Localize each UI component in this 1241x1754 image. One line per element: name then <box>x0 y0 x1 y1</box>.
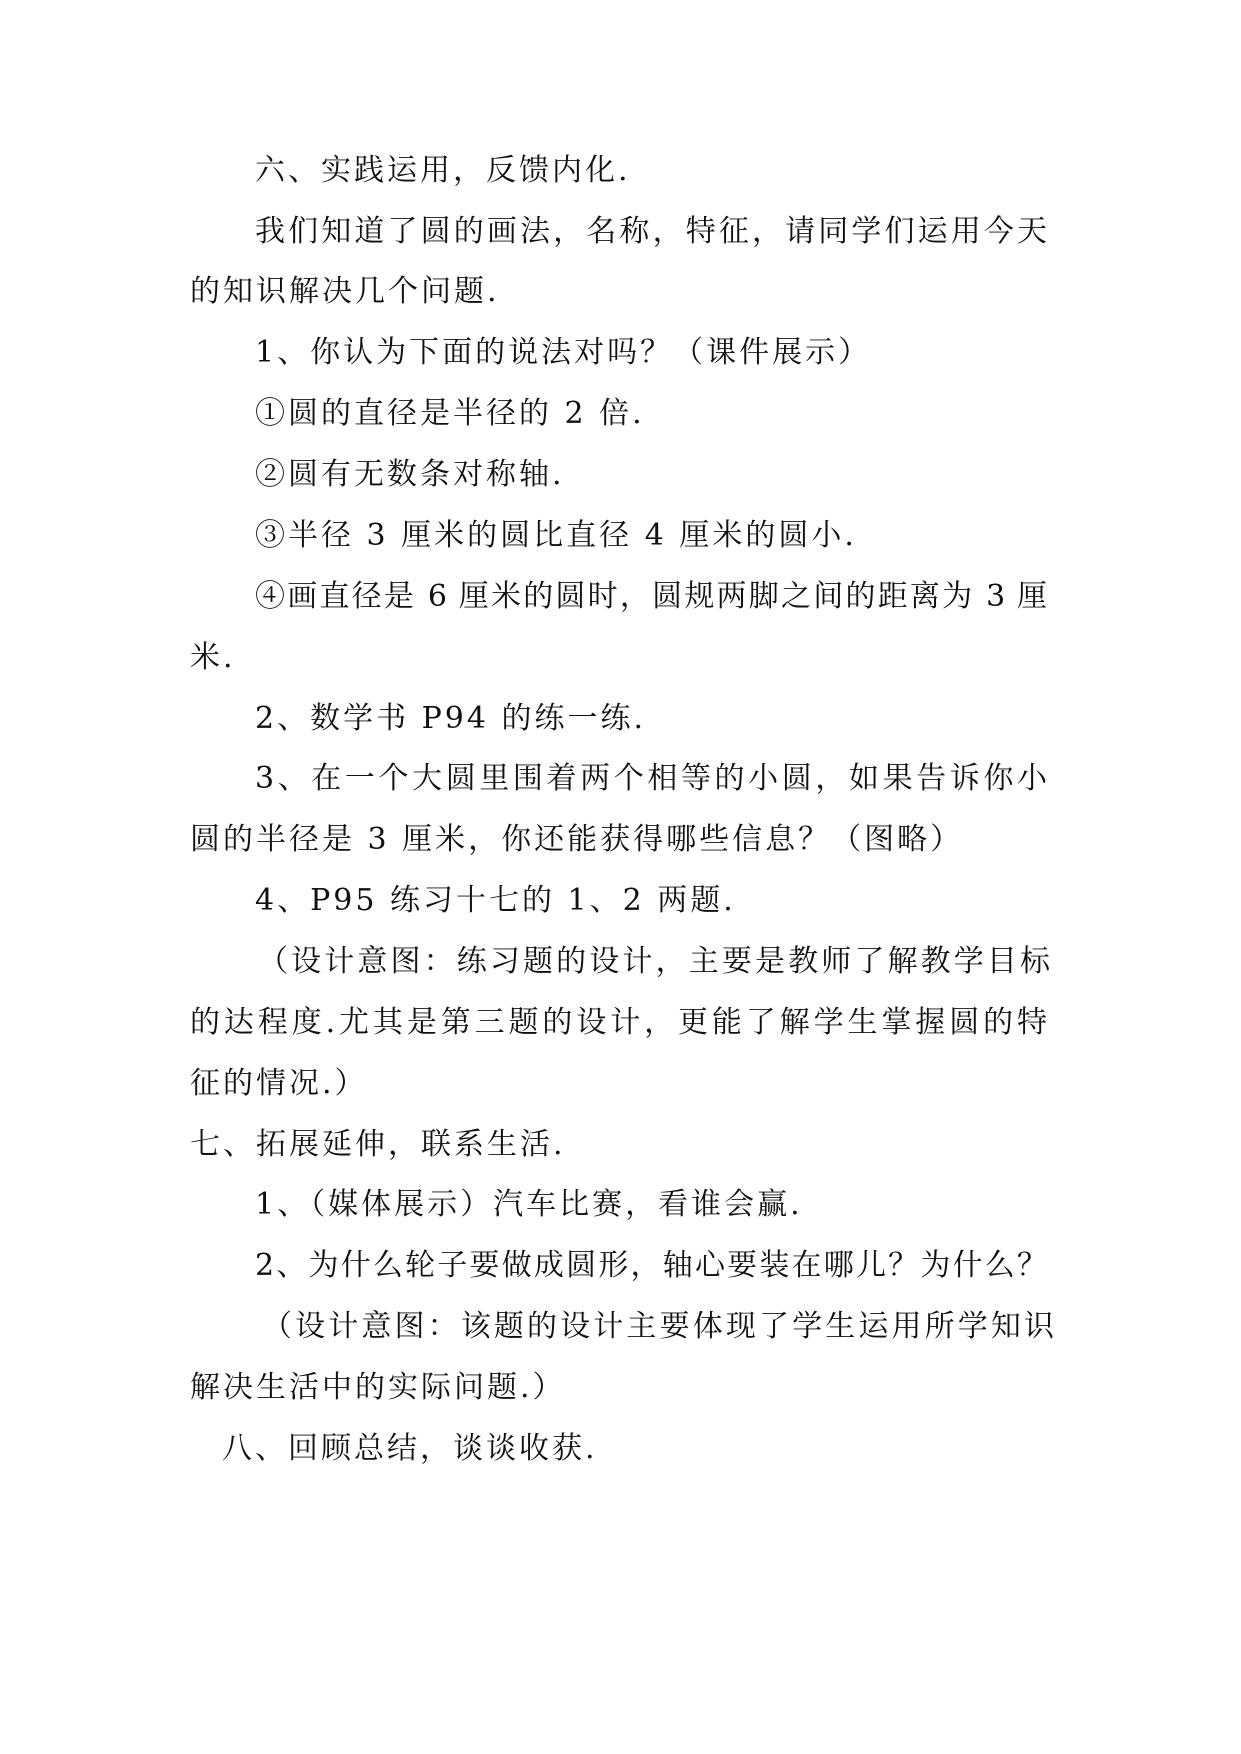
question-item: 4、P95 练习十七的 1、2 两题. <box>255 883 736 918</box>
design-note-line: 征的情况.） <box>190 1066 368 1101</box>
design-note: （设计意图：该题的设计主要体现了学生运用所学知识 <box>262 1309 1054 1344</box>
statement-item: ③半径 3 厘米的圆比直径 4 厘米的圆小. <box>255 518 857 553</box>
statement-item: ①圆的直径是半径的 2 倍. <box>255 396 645 431</box>
section-heading-seven: 七、拓展延伸，联系生活. <box>190 1127 566 1162</box>
design-note-line: 解决生活中的实际问题.） <box>190 1370 566 1405</box>
question-item: 3、在一个大圆里围着两个相等的小圆，如果告诉你小 <box>255 761 1047 796</box>
statement-item: ②圆有无数条对称轴. <box>255 457 565 492</box>
section-heading-six: 六、实践运用，反馈内化. <box>255 153 631 188</box>
paragraph-line: 圆的半径是 3 厘米，你还能获得哪些信息？（图略） <box>190 822 964 857</box>
question-item: 1、你认为下面的说法对吗？（课件展示） <box>255 335 872 370</box>
statement-item: ④画直径是 6 厘米的圆时，圆规两脚之间的距离为 3 厘 <box>255 579 1047 614</box>
question-item: 2、为什么轮子要做成圆形，轴心要装在哪儿？为什么？ <box>255 1248 1047 1283</box>
design-note: （设计意图：练习题的设计，主要是教师了解教学目标 <box>258 944 1050 979</box>
design-note-line: 的达程度.尤其是第三题的设计，更能了解学生掌握圆的特 <box>190 1005 1047 1040</box>
paragraph-line: 的知识解决几个问题. <box>190 274 500 309</box>
section-heading-eight: 八、回顾总结，谈谈收获. <box>222 1431 598 1466</box>
paragraph-line: 我们知道了圆的画法，名称，特征，请同学们运用今天 <box>255 214 1047 249</box>
paragraph-line: 米. <box>190 640 236 675</box>
question-item: 2、数学书 P94 的练一练. <box>255 701 647 736</box>
question-item: 1、（媒体展示）汽车比赛，看谁会赢. <box>255 1187 803 1222</box>
